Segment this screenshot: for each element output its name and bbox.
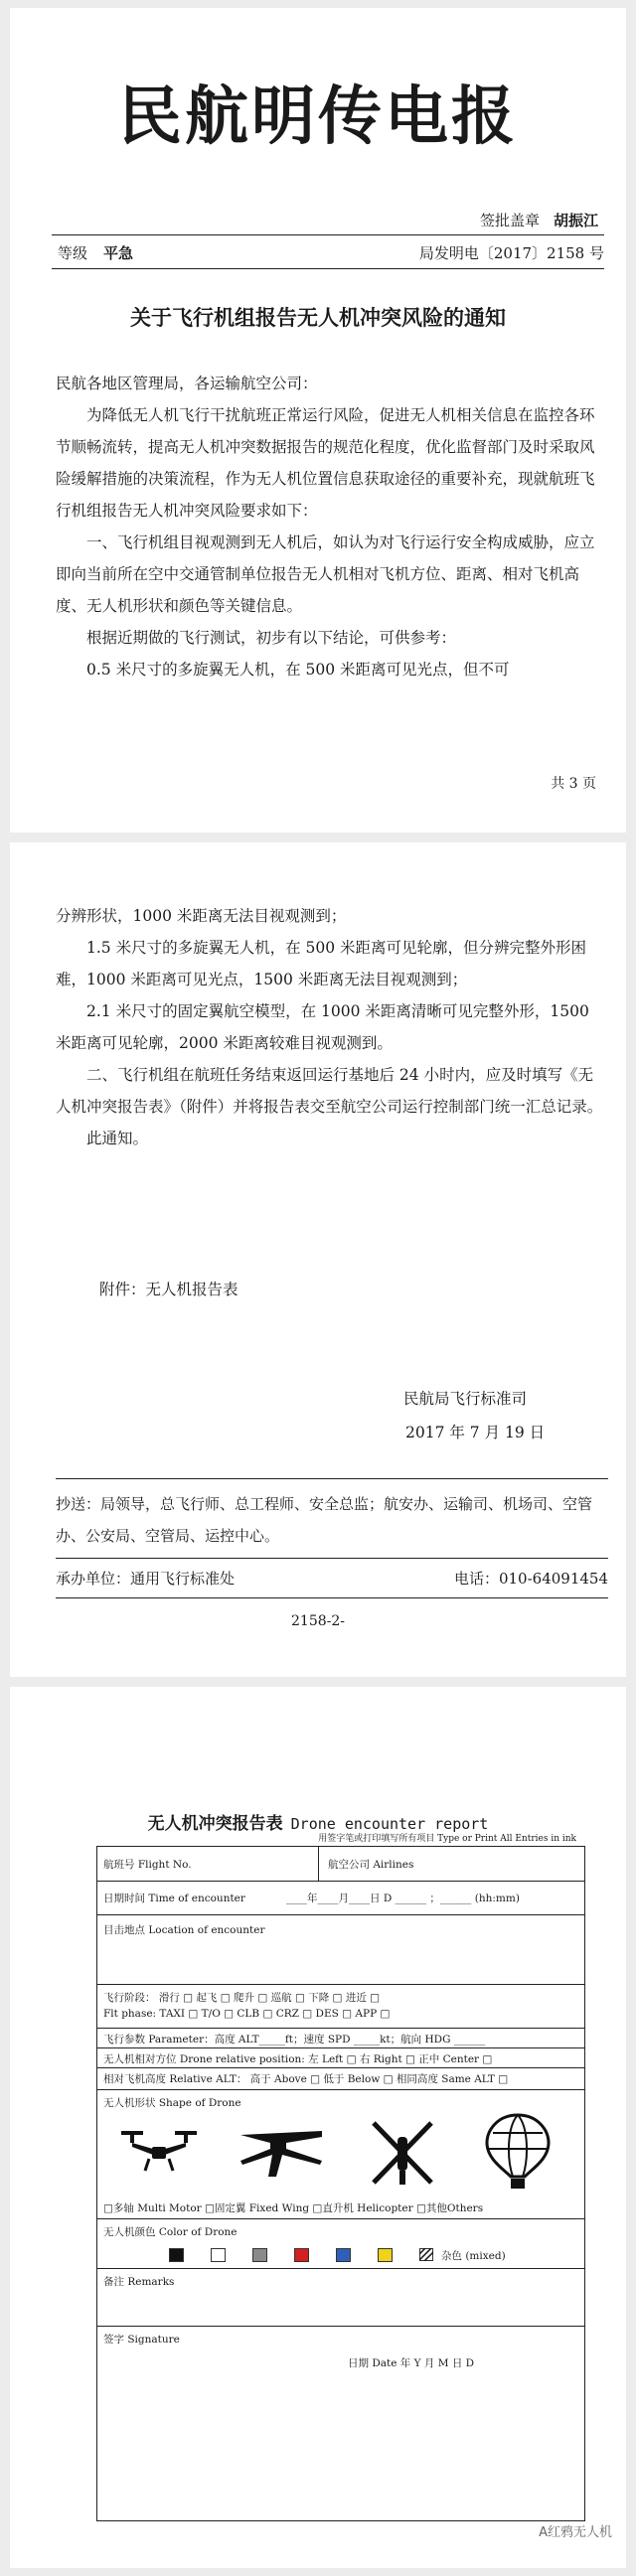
document-number: 局发明电〔2017〕2158 号 xyxy=(418,244,604,262)
color-swatch xyxy=(211,2248,226,2262)
signature-date: 日期 Date 年 Y 月 M 日 D xyxy=(348,2357,475,2369)
form-row xyxy=(97,2028,584,2048)
helicopter-drone-icon xyxy=(368,2117,437,2189)
signer xyxy=(480,210,598,230)
form-row xyxy=(97,1914,584,1985)
drone-report-form xyxy=(96,1846,585,2521)
date-label: 日期时间 Time of encounter xyxy=(103,1893,245,1904)
paragraph: 2.1 米尺寸的固定翼航空模型，在 1000 米距离清晰可见完整外形，1500 米距离可见轮廓，2000 米距离较难目视观测到。 xyxy=(56,1002,589,1052)
paragraph: 1.5 米尺寸的多旋翼无人机，在 500 米距离可见轮廓，但分辨完整外形困难，1000 米距离可见光点，1500 米距离无法目视观测到； xyxy=(56,939,587,988)
color-swatch xyxy=(294,2248,309,2262)
divider xyxy=(56,1597,608,1598)
relative-altitude: 相对飞机高度 Relative ALT： 高于 Above □ 低于 Below □ 相同高度 Same ALT □ xyxy=(103,2073,509,2085)
page-number: 2158-2- xyxy=(291,1613,345,1629)
divider xyxy=(52,268,604,269)
paragraph: 一、飞行机组目视观测到无人机后，如认为对飞行运行安全构成威胁，应立即向当前所在空中交通管制单位报告无人机相对飞机方位、距离、相对飞机高度、无人机形状和颜色等关键信息。 xyxy=(56,533,595,615)
form-title-en: Drone encounter report xyxy=(290,1815,489,1833)
fixed-wing-drone-icon xyxy=(237,2121,326,2181)
color-swatch xyxy=(336,2248,351,2262)
flight-no-label: 航班号 Flight No. xyxy=(103,1859,192,1871)
divider xyxy=(56,1558,608,1559)
shape-options: □多轴 Multi Motor □固定翼 Fixed Wing □直升机 Helicopter □其他Others xyxy=(103,2202,484,2214)
location-label: 目击地点 Location of encounter xyxy=(103,1924,265,1936)
mixed-color: 杂色 (mixed) xyxy=(441,2250,506,2262)
form-row xyxy=(97,1984,584,2029)
document-title: 关于飞行机组报告无人机冲突风险的通知 xyxy=(130,305,506,330)
page-count: 共 3 页 xyxy=(551,776,596,792)
level-value: 平急 xyxy=(103,244,134,262)
color-swatch xyxy=(378,2248,393,2262)
paragraph: 0.5 米尺寸的多旋翼无人机，在 500 米距离可见光点，但不可 xyxy=(86,661,510,679)
striped-swatch-icon xyxy=(419,2248,433,2261)
remarks-label: 备注 Remarks xyxy=(103,2276,175,2288)
watermark: A红鸦无人机 xyxy=(539,2525,612,2540)
attachment-line: 附件：无人机报告表 xyxy=(99,1281,238,1298)
document-page-3 xyxy=(10,1687,626,2568)
form-row xyxy=(97,2089,584,2219)
color-swatch xyxy=(252,2248,267,2262)
paragraph: 分辨形状，1000 米距离无法目视观测到； xyxy=(56,907,347,925)
telegram-title: 民航明传电报 xyxy=(118,80,518,154)
cc-list: 抄送：局领导，总飞行师、总工程师、安全总监；航安办、运输司、机场司、空管办、公安局、空管局、运控中心。 xyxy=(56,1495,593,1545)
paragraph: 根据近期做的飞行测试，初步有以下结论，可供参考： xyxy=(86,629,457,647)
form-title-cn: 无人机冲突报告表 xyxy=(147,1814,283,1834)
relative-position: 无人机相对方位 Drone relative position: 左 Left □ 右 Right □ 正中 Center □ xyxy=(103,2053,493,2065)
document-page-2 xyxy=(10,842,626,1677)
signature-label: 签字 Signature xyxy=(103,2334,180,2346)
signer-label: 签批盖章 xyxy=(479,212,540,229)
airline-label: 航空公司 Airlines xyxy=(328,1859,414,1871)
form-row xyxy=(97,1847,584,1882)
form-row xyxy=(97,2067,584,2090)
paragraph: 为降低无人机飞行干扰航班正常运行风险，促进无人机相关信息在监控各环节顺畅流转，提高无人机冲突数据报告的规范化程度，优化监督部门及时采取风险缓解措施的决策流程，作为无人机位置信息获取途径的重要补充，现就航班飞行机组报告无人机冲突风险要求如下： xyxy=(56,406,595,520)
shape-label: 无人机形状 Shape of Drone xyxy=(103,2097,241,2109)
phone: 电话：010-64091454 xyxy=(453,1570,608,1588)
undertaker: 承办单位：通用飞行标准处 xyxy=(56,1570,236,1588)
paragraph: 此通知。 xyxy=(86,1130,149,1147)
form-row xyxy=(97,2326,584,2520)
parameters: 飞行参数 Parameter：高度 ALT_____ft；速度 SPD _____kt；航向 HDG ______ xyxy=(103,2034,486,2046)
phase-cn: 飞行阶段： 滑行 □ 起飞 □ 爬升 □ 巡航 □ 下降 □ 进近 □ xyxy=(103,1992,381,2004)
level-label: 等级 xyxy=(58,244,88,262)
color-swatches xyxy=(169,2248,566,2262)
form-row xyxy=(97,2218,584,2269)
issuer: 民航局飞行标准司 xyxy=(403,1390,528,1408)
phase-en: Flt phase: TAXI □ T/O □ CLB □ CRZ □ DES □ APP □ xyxy=(103,2008,391,2020)
form-row xyxy=(97,2268,584,2327)
issue-date: 2017 年 7 月 19 日 xyxy=(405,1424,546,1441)
color-label: 无人机颜色 Color of Drone xyxy=(103,2226,238,2238)
document-page-1 xyxy=(10,8,626,833)
signer-name: 胡振江 xyxy=(553,212,598,229)
multirotor-drone-icon xyxy=(119,2121,199,2181)
form-row xyxy=(97,1881,584,1915)
color-swatch xyxy=(169,2248,184,2262)
divider xyxy=(52,234,604,235)
form-note: 用签字笔或打印填写所有项目 Type or Print All Entries in ink xyxy=(318,1834,576,1844)
recipient: 民航各地区管理局，各运输航空公司： xyxy=(56,375,318,392)
form-row xyxy=(97,2047,584,2068)
undertaker-row xyxy=(56,1568,608,1589)
date-fill: ____年____月____日 D ______ ；______ (hh:mm) xyxy=(286,1893,520,1904)
balloon-drone-icon xyxy=(483,2111,553,2193)
paragraph: 二、飞行机组在航班任务结束返回运行基地后 24 小时内，应及时填写《无人机冲突报告表》（附件）并将报告表交至航空公司运行控制部门统一汇总记录。 xyxy=(56,1066,603,1116)
divider xyxy=(56,1478,608,1479)
